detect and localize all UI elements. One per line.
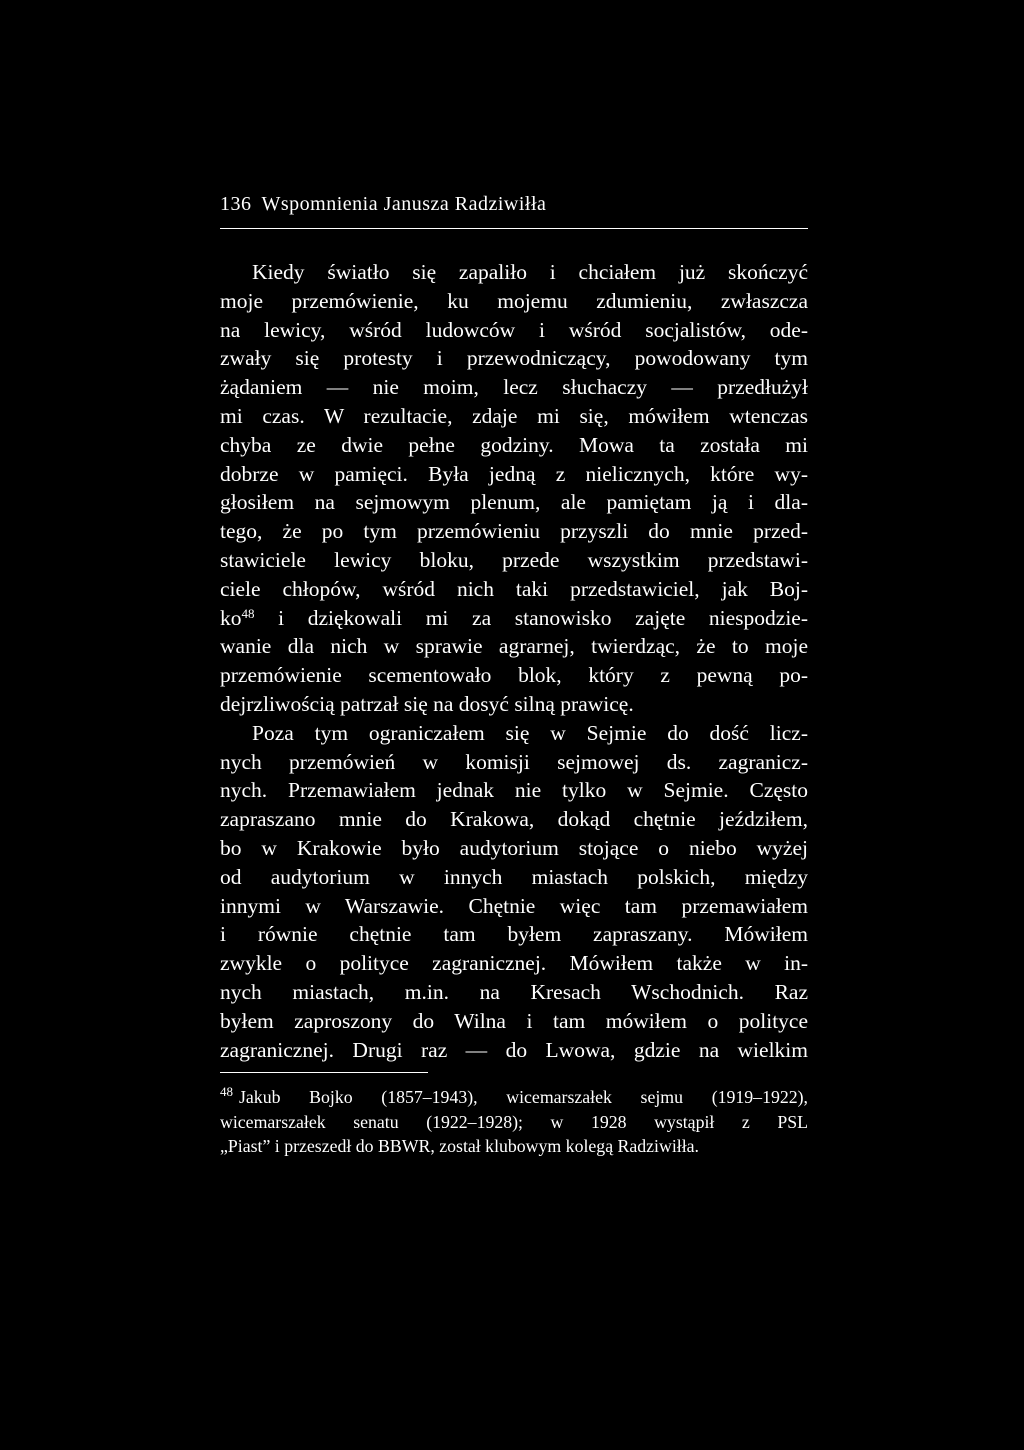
text-line: nych przemówień w komisji sejmowej ds. zagranicz- — [220, 749, 808, 774]
text-line: nych miastach, m.in. na Kresach Wschodnich. Raz — [220, 979, 808, 1004]
text-line: bo w Krakowie było audytorium stojące o niebo wyżej — [220, 835, 808, 860]
footnote-line: wicemarszałek senatu (1922–1928); w 1928 wystąpił z PSL — [220, 1111, 808, 1132]
running-header — [220, 190, 808, 218]
text-line: Kiedy światło się zapaliło i chciałem już skończyć — [252, 260, 808, 284]
body-text — [220, 258, 808, 1064]
text-line: innymi w Warszawie. Chętnie więc tam przemawiałem — [220, 893, 808, 918]
line-rest: i dziękowali mi za stanowisko zajęte niespodzie- — [278, 605, 808, 630]
text-line: głosiłem na sejmowym plenum, ale pamiętam ją i dla- — [220, 490, 808, 515]
header-rule — [220, 228, 808, 229]
text-line: zwały się protesty i przewodniczący, powodowany tym — [220, 346, 808, 371]
footnote-reference[interactable]: 48 — [241, 605, 255, 621]
text-line: i równie chętnie tam byłem zapraszany. Mówiłem — [220, 922, 808, 947]
text-line: Poza tym ograniczałem się w Sejmie do dość licz- — [252, 720, 808, 745]
text-line: zagranicznej. Drugi raz — do Lwowa, gdzie na wielkim — [220, 1037, 808, 1062]
footnote-line: „Piast” i przeszedł do BBWR, został klubowym kolegą Radziwiłła. — [220, 1136, 699, 1157]
footnote-text: Jakub Bojko (1857–1943), wicemarszałek sejmu (1919–1922), — [239, 1087, 808, 1108]
text-line: moje przemówienie, ku mojemu zdumieniu, zwłaszcza — [220, 288, 808, 313]
footnote-rule — [220, 1072, 428, 1073]
footnote-line — [220, 1085, 808, 1110]
text-line: nych. Przemawiałem jednak nie tylko w Sejmie. Często — [220, 778, 808, 803]
text-line: tego, że po tym przemówieniu przyszli do mnie przed- — [220, 519, 808, 544]
text-line: zapraszano mnie do Krakowa, dokąd chętnie jeździłem, — [220, 807, 808, 832]
footnote-marker: 48 — [220, 1085, 233, 1100]
text-line: od audytorium w innych miastach polskich, między — [220, 864, 808, 889]
text-line: dejrzliwością patrzał się na dosyć silną prawicę. — [220, 691, 634, 716]
text-line: żądaniem — nie moim, lecz słuchaczy — przedłużył — [220, 375, 808, 400]
line-start: ko — [220, 605, 242, 630]
book-page — [220, 190, 808, 1159]
text-line: mi czas. W rezultacie, zdaje mi się, mówiłem wtenczas — [220, 403, 808, 428]
text-line: na lewicy, wśród ludowców i wśród socjalistów, ode- — [220, 317, 808, 342]
text-line: stawiciele lewicy bloku, przede wszystkim przedstawi- — [220, 547, 808, 572]
footnotes — [220, 1085, 808, 1159]
text-line: wanie dla nich w sprawie agrarnej, twierdząc, że to moje — [220, 634, 808, 659]
text-line: dobrze w pamięci. Była jedną z nielicznych, które wy- — [220, 461, 808, 486]
running-title: Wspomnienia Janusza Radziwiłła — [261, 193, 547, 215]
text-line: przemówienie scementowało blok, który z pewną po- — [220, 663, 808, 688]
text-line: byłem zaproszony do Wilna i tam mówiłem o polityce — [220, 1008, 808, 1033]
text-line: zwykle o polityce zagranicznej. Mówiłem także w in- — [220, 951, 808, 976]
text-line: chyba ze dwie pełne godziny. Mowa ta została mi — [220, 432, 808, 457]
text-line: ciele chłopów, wśród nich taki przedstawiciel, jak Boj- — [220, 576, 808, 601]
text-line-with-footnote — [220, 604, 808, 633]
page-number: 136 — [220, 193, 252, 215]
